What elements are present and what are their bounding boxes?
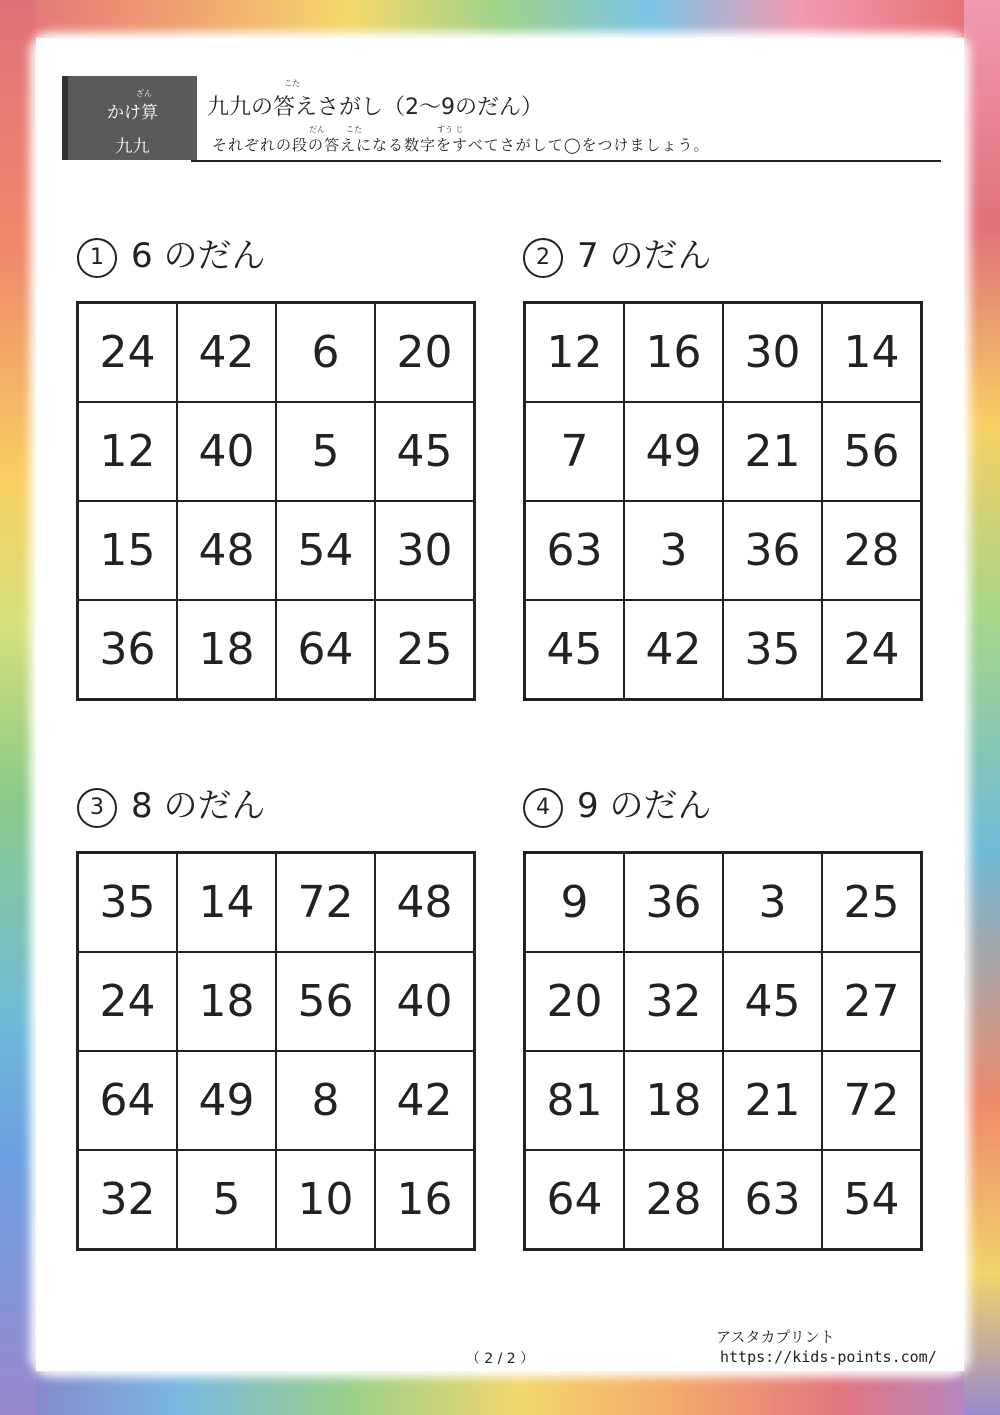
grid-cell[interactable]: 42 bbox=[375, 1051, 474, 1150]
number-grid-4 bbox=[523, 851, 923, 1251]
grid-cell[interactable]: 36 bbox=[78, 600, 177, 699]
grid-cell[interactable]: 56 bbox=[276, 952, 375, 1051]
grid-cell[interactable]: 63 bbox=[723, 1150, 822, 1249]
grid-cell[interactable]: 18 bbox=[177, 952, 276, 1051]
grid-cell[interactable]: 21 bbox=[723, 402, 822, 501]
category-label: かけ算 bbox=[107, 103, 158, 123]
grid-cell[interactable]: 8 bbox=[276, 1051, 375, 1150]
grid-cell[interactable]: 3 bbox=[723, 853, 822, 952]
grid-cell[interactable]: 28 bbox=[624, 1150, 723, 1249]
section-label-2: 7 のだん bbox=[577, 236, 712, 276]
grid-cell[interactable]: 40 bbox=[375, 952, 474, 1051]
grid-cell[interactable]: 28 bbox=[822, 501, 921, 600]
category-sublabel: 九九 bbox=[115, 137, 150, 157]
grid-cell[interactable]: 16 bbox=[375, 1150, 474, 1249]
section-label-1: 6 のだん bbox=[131, 236, 266, 276]
grid-cell[interactable]: 27 bbox=[822, 952, 921, 1051]
footer-url-link[interactable]: https://kids-points.com/ bbox=[720, 1348, 937, 1366]
grid-cell[interactable]: 12 bbox=[78, 402, 177, 501]
section-label-3: 8 のだん bbox=[131, 786, 266, 826]
title-ruby: こた bbox=[284, 79, 300, 88]
page-number: （ 2 / 2 ） bbox=[465, 1351, 535, 1367]
grid-cell[interactable]: 72 bbox=[822, 1051, 921, 1150]
grid-cell[interactable]: 24 bbox=[822, 600, 921, 699]
subtitle-ruby-dan: だん bbox=[309, 125, 325, 134]
grid-cell[interactable]: 42 bbox=[624, 600, 723, 699]
grid-cell[interactable]: 32 bbox=[624, 952, 723, 1051]
grid-cell[interactable]: 6 bbox=[276, 303, 375, 402]
grid-cell[interactable]: 14 bbox=[822, 303, 921, 402]
grid-cell[interactable]: 64 bbox=[525, 1150, 624, 1249]
grid-cell[interactable]: 81 bbox=[525, 1051, 624, 1150]
footer-brand: アスタカプリント bbox=[716, 1328, 835, 1346]
section-label-4: 9 のだん bbox=[577, 786, 712, 826]
grid-cell[interactable]: 35 bbox=[723, 600, 822, 699]
grid-cell[interactable]: 20 bbox=[525, 952, 624, 1051]
section-title-1 bbox=[77, 228, 265, 278]
subtitle-ruby-suuji: すう じ bbox=[437, 125, 464, 134]
grid-cell[interactable]: 25 bbox=[375, 600, 474, 699]
rainbow-frame-top bbox=[0, 0, 1000, 38]
grid-cell[interactable]: 30 bbox=[375, 501, 474, 600]
header-divider bbox=[191, 160, 941, 162]
grid-cell[interactable]: 14 bbox=[177, 853, 276, 952]
grid-cell[interactable]: 9 bbox=[525, 853, 624, 952]
grid-cell[interactable]: 54 bbox=[276, 501, 375, 600]
section-title-3 bbox=[77, 778, 265, 828]
rainbow-frame-left bbox=[0, 0, 36, 1415]
section-number-3: 3 bbox=[77, 788, 117, 828]
page-title: 九九の答えさがし（2～9のだん） bbox=[207, 95, 543, 120]
grid-cell[interactable]: 56 bbox=[822, 402, 921, 501]
grid-cell[interactable]: 7 bbox=[525, 402, 624, 501]
rainbow-frame-right bbox=[964, 0, 1000, 1415]
grid-cell[interactable]: 10 bbox=[276, 1150, 375, 1249]
number-grid-1 bbox=[76, 301, 476, 701]
grid-cell[interactable]: 64 bbox=[78, 1051, 177, 1150]
grid-cell[interactable]: 25 bbox=[822, 853, 921, 952]
grid-cell[interactable]: 30 bbox=[723, 303, 822, 402]
grid-cell[interactable]: 3 bbox=[624, 501, 723, 600]
grid-cell[interactable]: 35 bbox=[78, 853, 177, 952]
grid-cell[interactable]: 16 bbox=[624, 303, 723, 402]
grid-cell[interactable]: 45 bbox=[525, 600, 624, 699]
section-title-4 bbox=[523, 778, 711, 828]
grid-cell[interactable]: 49 bbox=[624, 402, 723, 501]
grid-cell[interactable]: 49 bbox=[177, 1051, 276, 1150]
rainbow-frame-bottom bbox=[0, 1371, 1000, 1415]
grid-cell[interactable]: 24 bbox=[78, 952, 177, 1051]
grid-cell[interactable]: 18 bbox=[624, 1051, 723, 1150]
grid-cell[interactable]: 5 bbox=[276, 402, 375, 501]
section-number-2: 2 bbox=[523, 238, 563, 278]
number-grid-2 bbox=[523, 301, 923, 701]
section-title-2 bbox=[523, 228, 711, 278]
page-instructions: それぞれの段の答えになる数字をすべてさがして◯をつけましょう。 bbox=[212, 136, 710, 154]
grid-cell[interactable]: 48 bbox=[177, 501, 276, 600]
category-ruby: ざん bbox=[136, 89, 152, 98]
grid-cell[interactable]: 20 bbox=[375, 303, 474, 402]
grid-cell[interactable]: 64 bbox=[276, 600, 375, 699]
grid-cell[interactable]: 63 bbox=[525, 501, 624, 600]
number-grid-3 bbox=[76, 851, 476, 1251]
grid-cell[interactable]: 32 bbox=[78, 1150, 177, 1249]
grid-cell[interactable]: 24 bbox=[78, 303, 177, 402]
section-number-4: 4 bbox=[523, 788, 563, 828]
grid-cell[interactable]: 12 bbox=[525, 303, 624, 402]
grid-cell[interactable]: 36 bbox=[723, 501, 822, 600]
grid-cell[interactable]: 40 bbox=[177, 402, 276, 501]
grid-cell[interactable]: 54 bbox=[822, 1150, 921, 1249]
grid-cell[interactable]: 36 bbox=[624, 853, 723, 952]
subtitle-ruby-kota: こた bbox=[346, 125, 362, 134]
grid-cell[interactable]: 48 bbox=[375, 853, 474, 952]
grid-cell[interactable]: 5 bbox=[177, 1150, 276, 1249]
grid-cell[interactable]: 72 bbox=[276, 853, 375, 952]
grid-cell[interactable]: 42 bbox=[177, 303, 276, 402]
grid-cell[interactable]: 45 bbox=[375, 402, 474, 501]
grid-cell[interactable]: 45 bbox=[723, 952, 822, 1051]
grid-cell[interactable]: 18 bbox=[177, 600, 276, 699]
grid-cell[interactable]: 15 bbox=[78, 501, 177, 600]
category-badge bbox=[62, 76, 197, 160]
section-number-1: 1 bbox=[77, 238, 117, 278]
grid-cell[interactable]: 21 bbox=[723, 1051, 822, 1150]
